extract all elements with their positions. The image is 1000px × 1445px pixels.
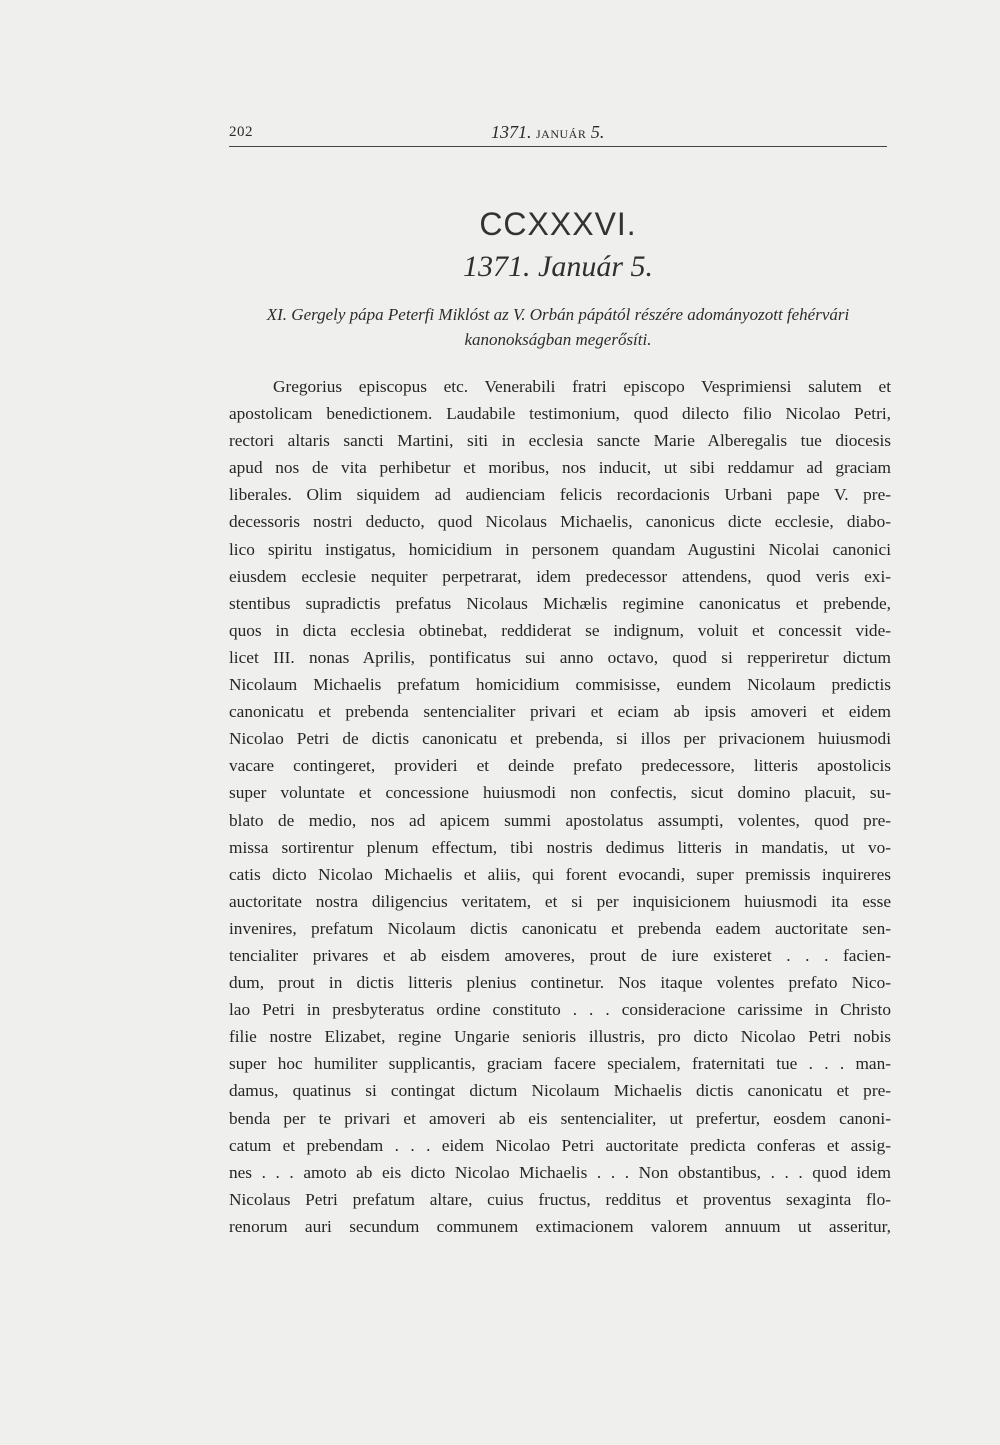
body-line: invenires, prefatum Nicolaum dictis canonicatu et prebenda eadem auctoritate sen-	[229, 918, 891, 938]
body-line: Nicolaus Petri prefatum altare, cuius fructus, redditus et proventus sexaginta flo-	[229, 1189, 891, 1209]
body-line: quos in dicta ecclesia obtinebat, reddiderat se indignum, voluit et concessit vide-	[229, 620, 891, 640]
body-line: lico spiritu instigatus, homicidium in personem quandam Augustini Nicolai canonici	[229, 539, 891, 559]
body-line: decessoris nostri deducto, quod Nicolaus Michaelis, canonicus dicte ecclesie, diabo-	[229, 512, 891, 532]
running-date-year: 1371.	[491, 122, 532, 142]
body-line: super voluntate et concessione huiusmodi non confectis, sicut domino placuit, su-	[229, 783, 891, 803]
body-line: benda per te privari et amoveri ab eis sentencialiter, ut prefertur, eosdem canoni-	[229, 1108, 891, 1128]
body-line: Nicolaum Michaelis prefatum homicidium commisisse, eundem Nicolaum predictis	[229, 675, 891, 695]
body-line: eiusdem ecclesie nequiter perpetrarat, idem predecessor attendens, quod veris exi-	[229, 566, 891, 586]
running-head	[229, 122, 887, 147]
body-line: Nicolao Petri de dictis canonicatu et prebenda, si illos per privacionem huiusmodi	[229, 729, 891, 749]
body-line: filie nostre Elizabet, regine Ungarie senioris illustris, pro dicto Nicolao Petri nobis	[229, 1027, 891, 1047]
body-line: vacare contingeret, provideri et deinde prefato predecessore, litteris apostolicis	[229, 756, 891, 776]
document-number: CCXXXVI.	[479, 206, 637, 242]
body-line: blato de medio, nos ad apicem summi apostolatus assumpti, volentes, quod pre-	[229, 810, 891, 830]
body-line: canonicatu et prebenda sentencialiter privari et eciam ab ipsis amoveri et eidem	[229, 702, 891, 722]
regest-line: XI. Gergely pápa Peterfi Miklóst az V. Orbán pápától részére adományozott fehérvári	[266, 305, 850, 324]
body-line: renorum auri secundum communem extimacionem valorem annuum ut asseritur,	[229, 1216, 891, 1236]
running-date-month: JANUÁR	[536, 127, 587, 141]
body-line: rectori altaris sancti Martini, siti in ecclesia sancte Marie Alberegalis tue diocesis	[229, 431, 891, 451]
body-line: nes . . . amoto ab eis dicto Nicolao Michaelis . . . Non obstantibus, . . . quod idem	[229, 1162, 891, 1182]
body-line: tencialiter privares et ab eisdem amoveres, prout de iure existeret . . . facien-	[229, 945, 891, 965]
body-line: missa sortirentur plenum effectum, tibi nostris dedimus litteris in mandatis, ut vo-	[229, 837, 891, 857]
body-line: licet III. nonas Aprilis, pontificatus sui anno octavo, quod si repperiretur dictum	[229, 647, 891, 667]
body-line: catis dicto Nicolao Michaelis et aliis, qui forent evocandi, super premissis inquireres	[229, 864, 891, 884]
body-line: dum, prout in dictis litteris plenius continetur. Nos itaque volentes prefato Nico-	[229, 973, 891, 993]
running-date-day: 5.	[590, 122, 605, 142]
body-line: super hoc humiliter supplicantis, graciam facere specialem, fraternitati tue . . . man-	[229, 1054, 891, 1074]
regest	[229, 302, 887, 352]
body-line: apud nos de vita perhibetur et moribus, nos inducit, ut sibi reddamur ad graciam	[229, 458, 891, 478]
document-body	[229, 373, 891, 1240]
running-date	[491, 122, 604, 143]
body-line: Gregorius episcopus etc. Venerabili fratri episcopo Vesprimiensi salutem et	[273, 377, 891, 396]
page-number: 202	[229, 124, 253, 140]
body-line: auctoritate nostra diligencius veritatem, et si per inquisicionem huiusmodi ita esse	[229, 891, 891, 911]
body-line: catum et prebendam . . . eidem Nicolao Petri auctoritate predicta conferas et assig-	[229, 1135, 891, 1155]
body-line: damus, quatinus si contingat dictum Nicolaum Michaelis dictis canonicatu et pre-	[229, 1081, 891, 1101]
body-line: apostolicam benedictionem. Laudabile testimonium, quod dilecto filio Nicolao Petri,	[229, 404, 891, 424]
body-line: lao Petri in presbyteratus ordine constituto . . . consideracione carissime in Christo	[229, 1000, 891, 1020]
document-date: 1371. Január 5.	[463, 250, 653, 283]
regest-line: kanonokságban megerősíti.	[464, 330, 652, 349]
body-line: liberales. Olim siquidem ad audienciam felicis recordacionis Urbani pape V. pre-	[229, 485, 891, 505]
body-line: stentibus supradictis prefatus Nicolaus Michælis regimine canonicatus et prebende,	[229, 593, 891, 613]
